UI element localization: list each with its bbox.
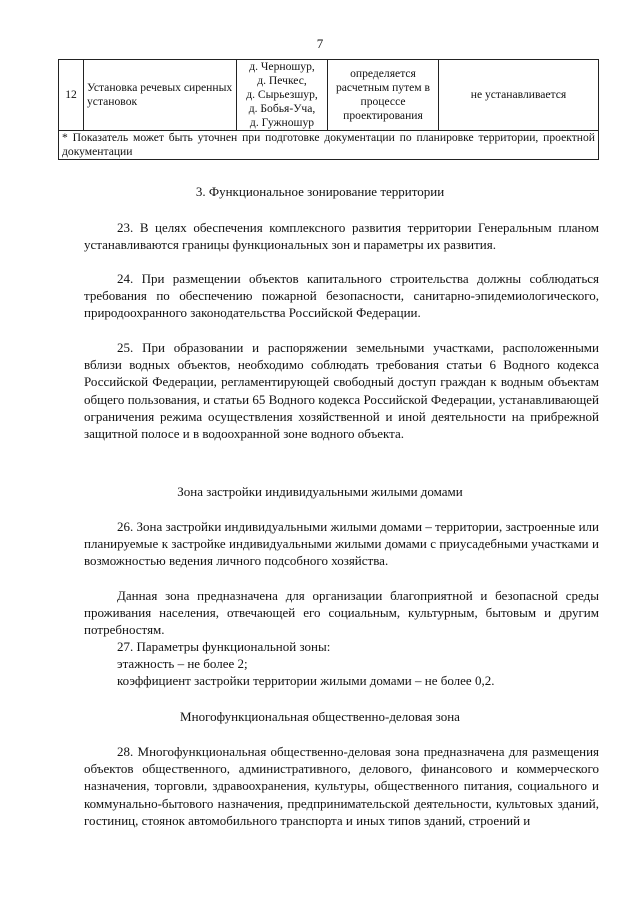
section-heading: 3. Функциональное зонирование территории	[195, 184, 445, 199]
zone-parameter-coverage: коэффициент застройки территории жилыми домами – не более 0,2.	[117, 673, 495, 688]
table-note: * Показатель может быть уточнен при подготовке документации по планировке территории, проектной документации	[59, 131, 599, 160]
paragraph-26-continued: Данная зона предназначена для организации благоприятной и безопасной среды проживания населения, отвечающей его социальным, культурным, бытовым и другим потребностям.	[84, 588, 599, 638]
paragraph-27: 27. Параметры функциональной зоны:	[117, 639, 331, 654]
paragraph-26: 26. Зона застройки индивидуальными жилыми домами – территории, застроенные или планируемые к застройке индивидуальными жилыми домами с приусадебными участками и возможностью ведения личного подсобного хозяйства.	[84, 519, 599, 569]
row-locations	[237, 60, 328, 131]
paragraph-25: 25. При образовании и распоряжении земельными участками, расположенными вблизи водных объектов, необходимо соблюдать требования статьи 6 Водного кодекса Российской Федерации, регламентирующей свободный доступ граждан к водным объектам общего пользования, и статьи 65 Водного кодекса Российской Федерации, устанавливающей ограничения режима осуществления хозяйственной и иной деятельности на прибрежной защитной полосе и в водоохранной зоне водного объекта.	[84, 340, 599, 442]
table-row	[59, 60, 599, 131]
location-item: д. Бобья-Уча,	[248, 102, 316, 115]
row-determination: определяется расчетным путем в процессе проектирования	[328, 60, 439, 131]
paragraph-28: 28. Многофункциональная общественно-деловая зона предназначена для размещения объектов общественного, административного, делового, финансового и коммерческого назначения, торговли, здравоохранения, культуры, общественного питания, социального и коммунально-бытового назначения, предпринимательской деятельности, культовых зданий, гостиниц, стоянок автомобильного транспорта и иных типов зданий, строений и	[84, 744, 599, 828]
location-item: д. Черношур,	[249, 60, 315, 73]
page-number: 7	[316, 36, 324, 51]
paragraph-23: 23. В целях обеспечения комплексного развития территории Генеральным планом устанавливаются границы функциональных зон и параметры их развития.	[84, 220, 599, 253]
zone-parameter-floors: этажность – не более 2;	[117, 656, 248, 671]
row-name: Установка речевых сиренных установок	[84, 60, 237, 131]
location-item: д. Сырьезшур,	[246, 88, 318, 101]
zone-heading-residential: Зона застройки индивидуальными жилыми домами	[177, 484, 463, 499]
row-number: 12	[59, 60, 84, 131]
indicators-table	[58, 59, 599, 160]
location-item: д. Печкес,	[257, 74, 307, 87]
paragraph-24: 24. При размещении объектов капитального строительства должны соблюдаться требования по обеспечению пожарной безопасности, санитарно-эпидемиологического, природоохранного законодательства Российской Федерации.	[84, 271, 599, 321]
row-value: не устанавливается	[439, 60, 599, 131]
location-item: д. Гужношур	[249, 116, 315, 129]
table-note-row	[59, 131, 599, 160]
zone-heading-business: Многофункциональная общественно-деловая зона	[180, 709, 460, 724]
